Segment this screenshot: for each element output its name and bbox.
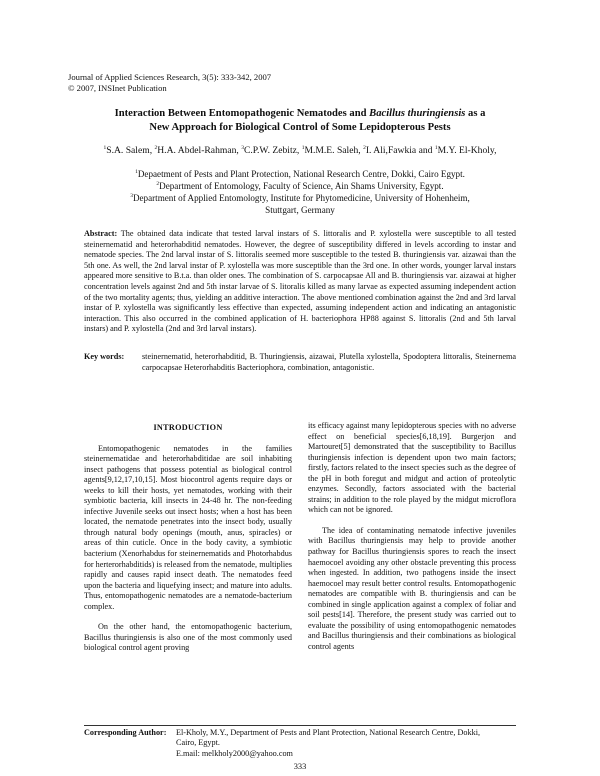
paragraph: Entomopathogenic nematodes in the families steinernematidae and heterorhabditidae are soil inhabiting insect pathogens that possess potential as biological control agents[9,12,17,10,15]. Most biocontrol agents require days or weeks to kill their hosts, yet nematodes, working with their symbiotic bacteria, kill insects in 24-48 hr. The non-feeding infective Juvenile seeks out insect hosts; when a host has been located, the nematode penetrates into the insect body, usually through natural body openings (mouth, anus, spiracles) or areas of thin cuticle. Once in the body cavity, a symbiotic bacterium (Xenorhabdus for steinernematids and Photorhabdus for herterorhabditids) is released from the nematode, multiplies rapidly and causes rapid insect death. The nematodes feed upon the bacteria and liquefying insect; and mature into adults. Thus, entomopathogenic nematodes are a nematode-bacterium complex. [84,443,292,611]
corresponding-line: Cairo, Egypt. [176,738,220,748]
right-column [308,421,516,652]
abstract-label: Abstract: [84,229,118,238]
title-line-2: New Approach for Biological Control of Some Lepidopterous Pests [149,122,451,133]
affiliation: $^2$Department of Entomology, Faculty of Science, Ain Shams University, Egypt. [156,180,444,191]
author: $^1$M.Y. El-Kholy, [434,144,497,156]
section-heading-introduction: INTRODUCTION [153,423,223,432]
abstract-text: The obtained data indicate that tested larval instars of S. littoralis and P. xylostella were susceptible to all tested steinernematid and heterorhabditid nematodes. However, the degree of susceptibility differed in levels according to instar and nematode species. The 2nd larval instar of S. littoralis seemed more susceptible to the tested B. thuringiensis var. aizawai than the 5th one. As well, the 2nd larval instar of P. xylostella was more susceptible than the 3rd one. In other words, younger larval instars appeared more sensitive to B.t.a. than older ones. The combination of S. carpocapsae All and B. thuringiensis var. aizawai at higher concentration levels against 2nd and 5th instar larvae of S. litoralis killed as many larvae as expected assuming independent action of the two mortality agents; thus, yielding an additive interaction. The above mentioned combination against the 2nd and 3rd larval instar of P. xylostella was significantly less effective than expected, assuming independent action and indicating an antagonistic interaction. This also occurred in the combined application of H. bacteriophora HP88 against S. littoralis (2nd and 5th larval instars) and P. xylostella (2nd and 3rd larval instars). [84,229,516,334]
title-line-1: Interaction Between Entomopathogenic Nematodes and Bacillus thuringiensis as a [114,108,486,119]
affiliations [85,168,515,216]
abstract [84,229,516,335]
paragraph: The idea of contaminating nematode infective juveniles with Bacillus thuringiensis may help to provide another pathway for Bacillus thuringiensis spores to reach the insect haemocoel avoiding any other obstacle preventing this process when ingested. In addition, two pathogens inside the insect haemocoel may result better control results. Entomopathogenic nematodes are compatible with B. thuringiensis and can be combined in single application against a complex of foliar and soil pests[14]. Therefore, the present study was carried out to evaluate the possibility of using entomopathogenic nematodes and Bacillus thuringiensis and their combinations as biological control agents [308,525,516,651]
affiliation: $^1$Depaetment of Pests and Plant Protection, National Research Centre, Dokki, Cairo Egypt. [135,168,465,179]
corresponding-label: Corresponding Author: [84,728,167,737]
journal-citation: Journal of Applied Sciences Research, 3(5): 333-342, 2007 [68,72,272,82]
author: $^1$M.M.E. Saleh, [301,144,364,156]
paragraph: its efficacy against many lepidopterous species with no adverse effect on beneficial species[6,18,19]. Burgerjon and Martouret[5] demonstrated that the susceptibility to Bacillus thuringiensis infection is dependent upon two main factors; firstly, factors related to the insect species such as the degree of the pH in both foregut and midgut and action of proteolytic enzymes. Secondly, factors associated with the bacterial strains; in addition to the role played by the midgut microflora which can not be ignored. [308,421,516,515]
footnote-divider [84,725,516,726]
page-number: 333 [293,762,307,771]
keywords-label: Key words: [84,352,125,361]
author-list [60,145,540,157]
affiliation: $^3$Department of Applied Entomologty, Institute for Phytomedicine, University of Hohenheim, [130,192,470,203]
affiliation-continued: Stuttgart, Germany [265,205,335,215]
author: $^2$I. Ali,Fawkia and [363,144,435,156]
paper-title [60,107,540,135]
corresponding-details [176,728,516,759]
keywords-text: steinernematid, heterorhabditid, B. Thuringiensis, aizawai, Plutella xylostella, Spodoptera littoralis, Steinernema carpocapsae Heterorhabditis Bacteriophora, combination, antagonistic. [142,352,516,372]
author: $^1$S.A. Salem, [103,144,155,156]
paragraph: On the other hand, the entomopathogenic bacterium, Bacillus thuringiensis is also one of the most commonly used biological control agent proving [84,622,292,653]
author: $^2$H.A. Abdel-Rahman, [154,144,242,156]
copyright-line: © 2007, INSInet Publication [68,83,167,93]
author: $^3$C.P.W. Zebitz, [241,144,302,156]
corresponding-email: E.mail: melkholy2000@yahoo.com [176,748,293,758]
corresponding-line: El-Kholy, M.Y., Department of Pests and Plant Protection, National Research Centre, Dokki, [176,728,481,737]
journal-header [68,72,271,94]
keywords [84,352,516,373]
left-column [84,423,292,654]
corresponding-author [84,728,516,759]
